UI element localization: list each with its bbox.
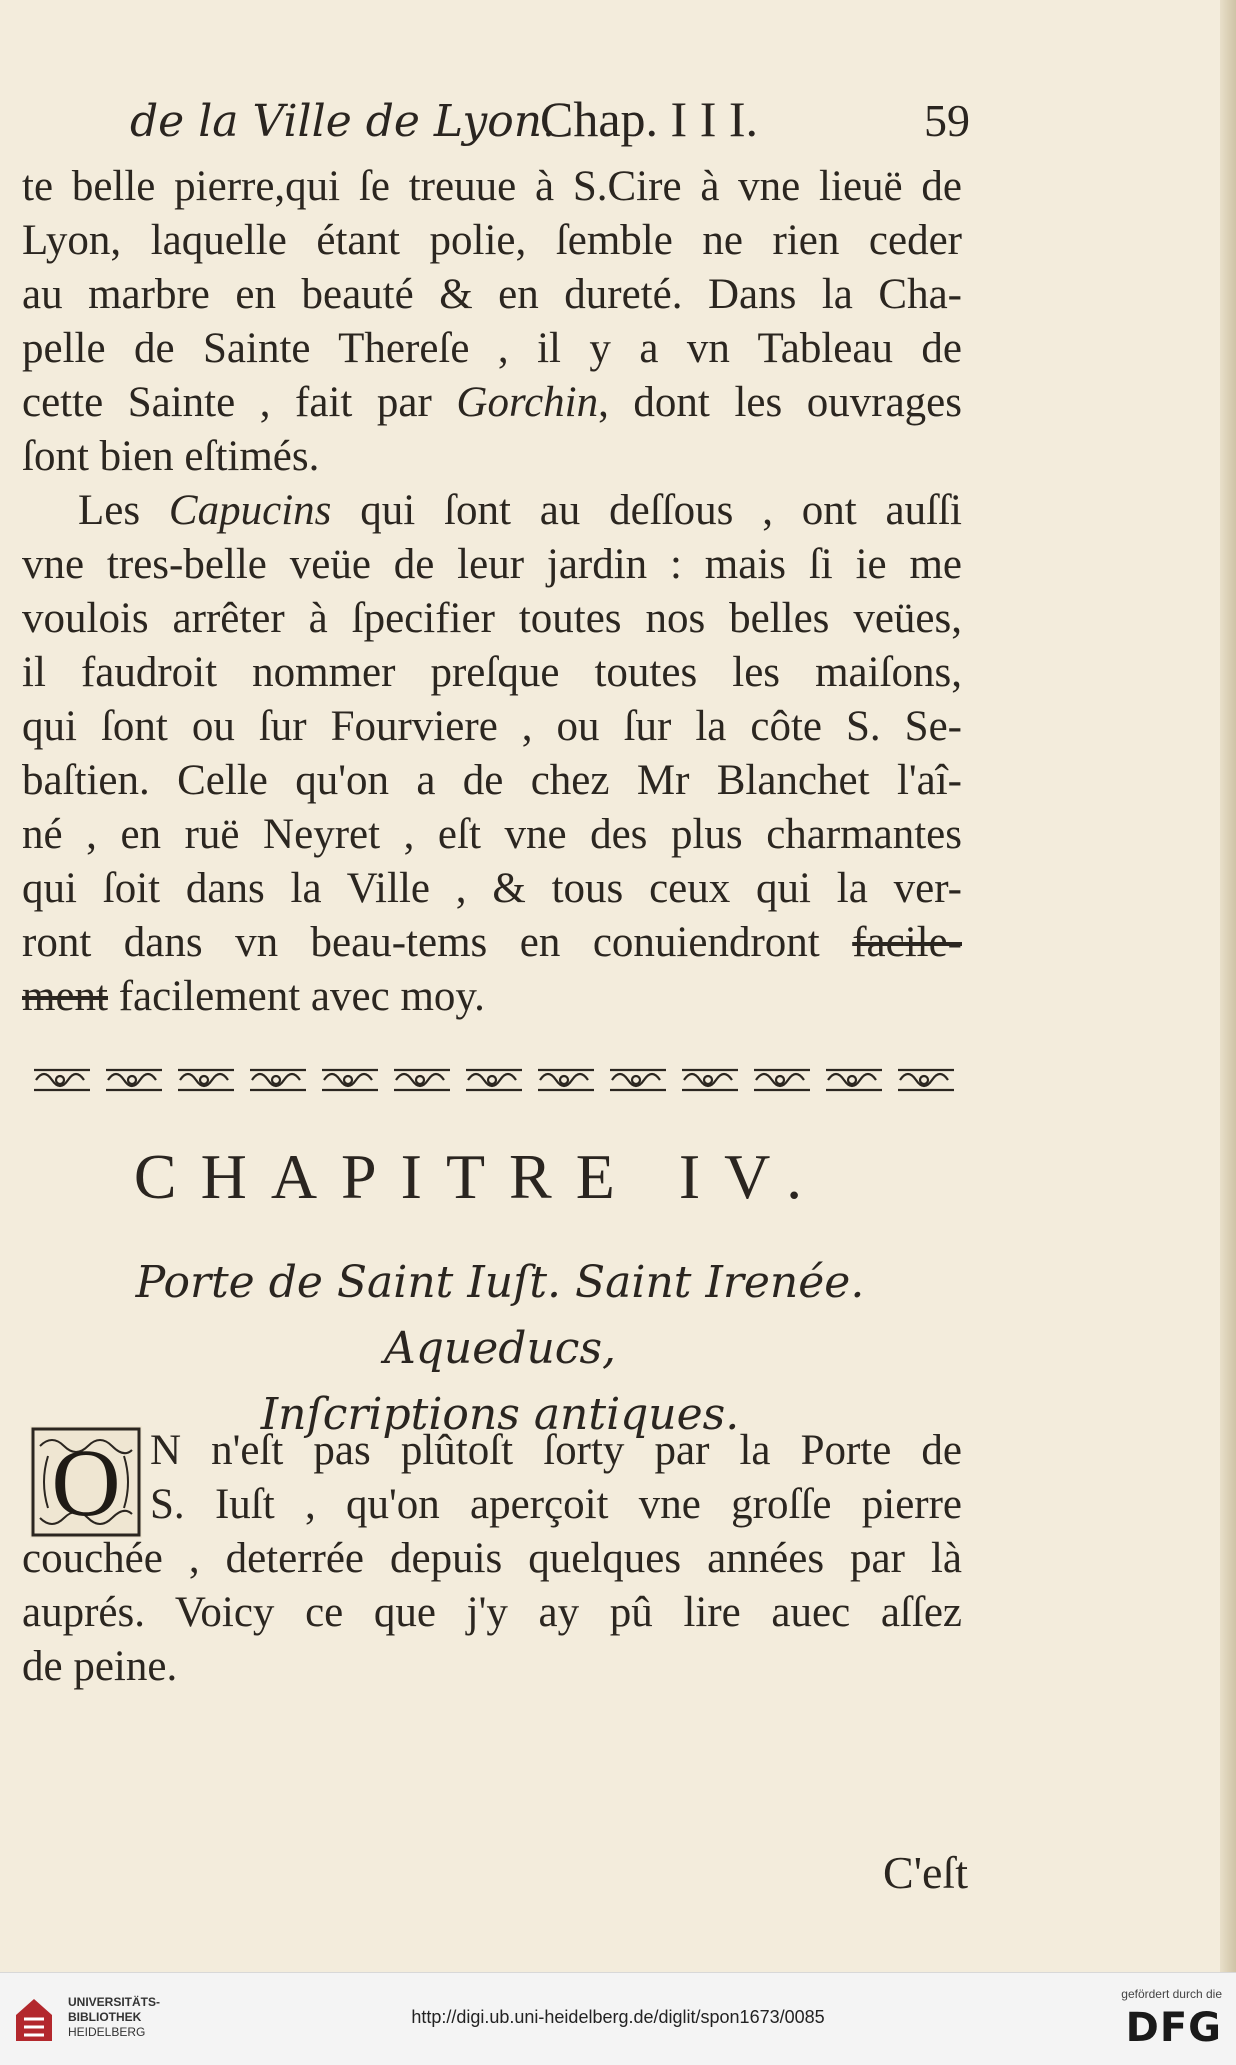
text-line <box>22 484 962 538</box>
text-line: né , en ruë Neyret , eſt vne des plus charmantes <box>22 811 962 858</box>
chapter-title: CHAPITRE IV. <box>133 1141 827 1212</box>
text-run: facilement avec moy. <box>107 973 485 1020</box>
text-line: voulois arrêter à ſpecifier toutes nos belles veües, <box>22 595 962 642</box>
text-line: baſtien. Celle qu'on a de chez Mr Blanchet l'aî- <box>22 757 962 804</box>
struck-text: ment <box>22 973 108 1020</box>
page-number: 59 <box>924 95 970 146</box>
library-name-line: HEIDELBERG <box>68 2025 146 2039</box>
text-line <box>22 376 962 430</box>
library-name-line: BIBLIOTHEK <box>68 2010 142 2024</box>
text-line: qui ſont ou ſur Fourviere , ou ſur la côte S. Se- <box>22 703 962 750</box>
text-run: ront dans vn beau-tems en conuiendront <box>22 919 853 966</box>
text-line: N n'eſt pas plûtoſt ſorty par la Porte de <box>150 1427 962 1474</box>
body-text-upper <box>22 160 962 1024</box>
text-run: Les <box>78 487 169 534</box>
text-line <box>22 970 962 1024</box>
permalink-url[interactable]: http://digi.ub.uni-heidelberg.de/diglit/spon1673/0085 <box>411 2007 825 2027</box>
struck-text: facile- <box>852 919 962 966</box>
text-line: ſont bien eſtimés. <box>22 433 320 480</box>
text-run: qui ſont au deſſous , ont auſſi <box>331 487 962 534</box>
text-line: il faudroit nommer preſque toutes les maiſons, <box>22 649 962 696</box>
order-name: Capucins <box>168 487 332 534</box>
text-line: vne tres-belle veüe de leur jardin : mais ſi ie me <box>22 541 962 588</box>
running-title: de la Ville de Lyon. <box>130 96 557 147</box>
text-run: cette Sainte , fait par <box>22 379 457 426</box>
body-text-lower <box>22 1424 962 1694</box>
chapter-reference: Chap. I I I. <box>540 91 758 147</box>
text-line: auprés. Voicy ce que j'y ay pû lire auec aſſez <box>22 1589 962 1636</box>
chapter-subtitle-line: Porte de Saint Iuſt. Saint Irenée. Aqueducs, <box>135 1257 865 1374</box>
text-line <box>22 916 962 970</box>
text-run: , dont les ouvrages <box>598 379 962 426</box>
catchword: C'eſt <box>883 1847 968 1898</box>
text-line: S. Iuſt , qu'on aperçoit vne groſſe pierre <box>150 1481 962 1528</box>
funding-note: gefördert durch die <box>1121 1987 1222 2001</box>
text-line: qui ſoit dans la Ville , & tous ceux qui la ver- <box>22 865 962 912</box>
digitization-footer <box>0 1972 1236 2065</box>
text-line: pelle de Sainte Thereſe , il y a vn Tableau de <box>22 325 962 372</box>
artist-name: Gorchin <box>456 379 599 426</box>
library-name-line: UNIVERSITÄTS- <box>68 1995 161 2009</box>
text-line: te belle pierre,qui ſe treuue à S.Cire à vne lieuë de <box>22 163 962 210</box>
drop-cap-letter: O <box>51 1428 121 1536</box>
dfg-logo: DFG <box>1125 2005 1222 2051</box>
running-header <box>130 88 970 152</box>
text-line: couchée , deterrée depuis quelques années par là <box>22 1535 962 1582</box>
chapter-subtitle <box>40 1250 960 1448</box>
text-line: au marbre en beauté & en dureté. Dans la Cha- <box>22 271 962 318</box>
chapter-subtitle-line: Inſcriptions antiques. <box>260 1389 740 1440</box>
ornamental-divider <box>24 1062 964 1098</box>
text-line: Lyon, laquelle étant polie, ſemble ne rien ceder <box>22 217 962 264</box>
text-line: de peine. <box>22 1643 178 1690</box>
